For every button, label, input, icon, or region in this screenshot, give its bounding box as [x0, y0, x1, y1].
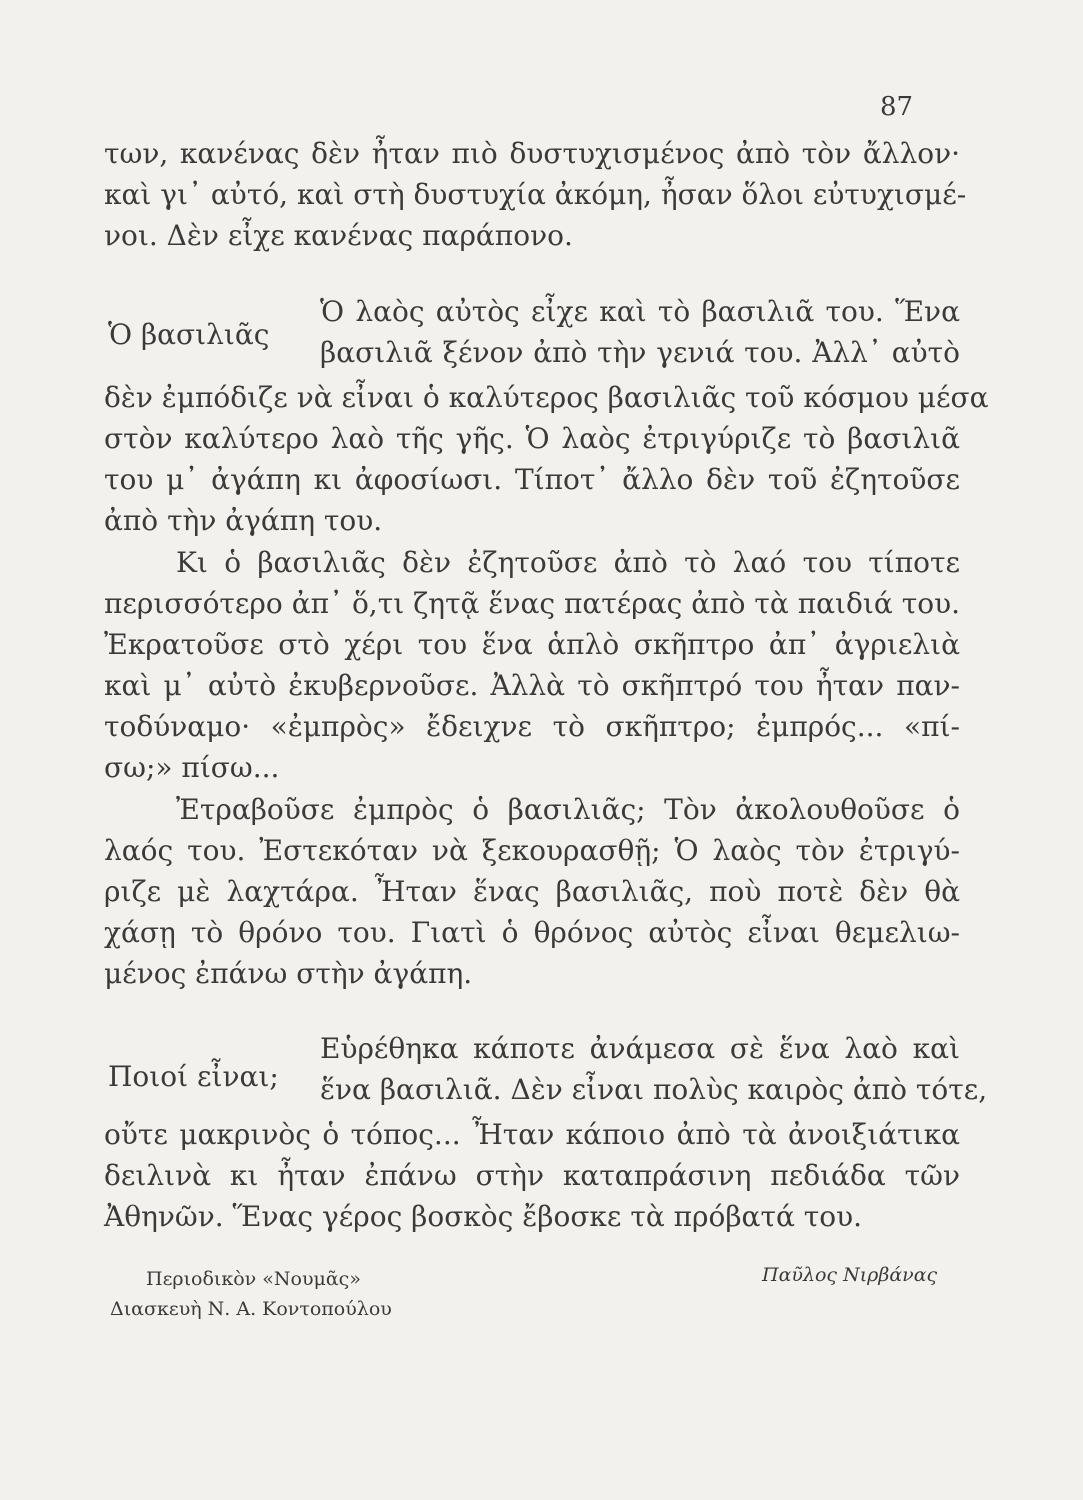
text-line: δὲν ἐμπόδιζε νὰ εἶναι ὁ καλύτερος βασιλιᾶς τοῦ κόσμου μέσα [104, 381, 989, 414]
text-line: Κι ὁ βασιλιᾶς δὲν ἐζητοῦσε ἀπὸ τὸ λαό του τίποτε [176, 546, 960, 579]
text-line: χάσῃ τὸ θρόνο του. Γιατὶ ὁ θρόνος αὐτὸς εἶναι θεμελιω- [104, 916, 960, 949]
text-line: Ἐκρατοῦσε στὸ χέρι του ἕνα ἁπλὸ σκῆπτρο ἀπ᾽ ἀγριελιὰ [104, 628, 960, 661]
text-line: νοι. Δὲν εἶχε κανένας παράπονο. [104, 219, 573, 252]
text-line: καὶ γι᾽ αὐτό, καὶ στὴ δυστυχία ἀκόμη, ἦσαν ὅλοι εὐτυχισμέ- [104, 178, 967, 211]
text-line: δειλινὰ κι ἦταν ἐπάνω στὴν καταπράσινη πεδιάδα τῶν [104, 1159, 960, 1192]
text-line: στὸν καλύτερο λαὸ τῆς γῆς. Ὁ λαὸς ἐτριγύριζε τὸ βασιλιᾶ [104, 422, 960, 455]
text-line: του μ᾽ ἀγάπη κι ἀφοσίωσι. Τίποτ᾽ ἄλλο δὲν τοῦ ἐζητοῦσε [104, 463, 960, 496]
text-line: λαός του. Ἐστεκόταν νὰ ξεκουρασθῇ; Ὁ λαὸς τὸν ἐτριγύ- [104, 834, 960, 867]
author-name: Παῦλος Νιρβάνας [762, 1264, 938, 1286]
text-line: Ἐτραβοῦσε ἐμπρὸς ὁ βασιλιᾶς; Τὸν ἀκολουθοῦσε ὁ [176, 793, 960, 826]
page-number: 87 [880, 92, 914, 122]
text-line: των, κανένας δὲν ἦταν πιὸ δυστυχισμένος ἀπὸ τὸν ἄλλον· [104, 137, 960, 170]
margin-heading-king: Ὁ βασιλιᾶς [108, 318, 270, 351]
text-line: ριζε μὲ λαχτάρα. Ἦταν ἕνας βασιλιᾶς, ποὺ ποτὲ δὲν θὰ [104, 875, 960, 908]
text-line: σω;» πίσω... [104, 751, 280, 784]
text-line: Εὑρέθηκα κάποτε ἀνάμεσα σὲ ἕνα λαὸ καὶ [320, 1032, 960, 1065]
margin-heading-who-are-they: Ποιοί εἶναι; [108, 1060, 279, 1093]
adaptation-credit: Διασκευὴ Ν. Α. Κοντοπούλου [110, 1298, 392, 1320]
text-line: Ἀθηνῶν. Ἕνας γέρος βοσκὸς ἔβοσκε τὰ πρόβατά του. [104, 1200, 863, 1233]
text-line: περισσότερο ἀπ᾽ ὅ,τι ζητᾷ ἕνας πατέρας ἀπὸ τὰ παιδιά του. [104, 587, 960, 620]
text-line: μένος ἐπάνω στὴν ἀγάπη. [104, 957, 473, 990]
text-line: τοδύναμο· «ἐμπρὸς» ἔδειχνε τὸ σκῆπτρο; ἐμπρός... «πί- [104, 710, 960, 743]
text-line: Ὁ λαὸς αὐτὸς εἶχε καὶ τὸ βασιλιᾶ του. Ἕνα [320, 295, 960, 328]
text-line: βασιλιᾶ ξένον ἀπὸ τὴν γενιά του. Ἀλλ᾽ αὐτὸ [320, 336, 960, 369]
text-line: ἀπὸ τὴν ἀγάπη του. [104, 504, 383, 537]
text-line: ἕνα βασιλιᾶ. Δὲν εἶναι πολὺς καιρὸς ἀπὸ τότε, [320, 1073, 988, 1106]
text-line: οὔτε μακρινὸς ὁ τόπος... Ἦταν κάποιο ἀπὸ τὰ ἀνοιξιάτικα [104, 1118, 960, 1151]
text-line: καὶ μ᾽ αὐτὸ ἐκυβερνοῦσε. Ἀλλὰ τὸ σκῆπτρό του ἦταν παν- [104, 669, 960, 702]
source-credit: Περιοδικὸν «Νουμᾶς» [146, 1268, 361, 1290]
